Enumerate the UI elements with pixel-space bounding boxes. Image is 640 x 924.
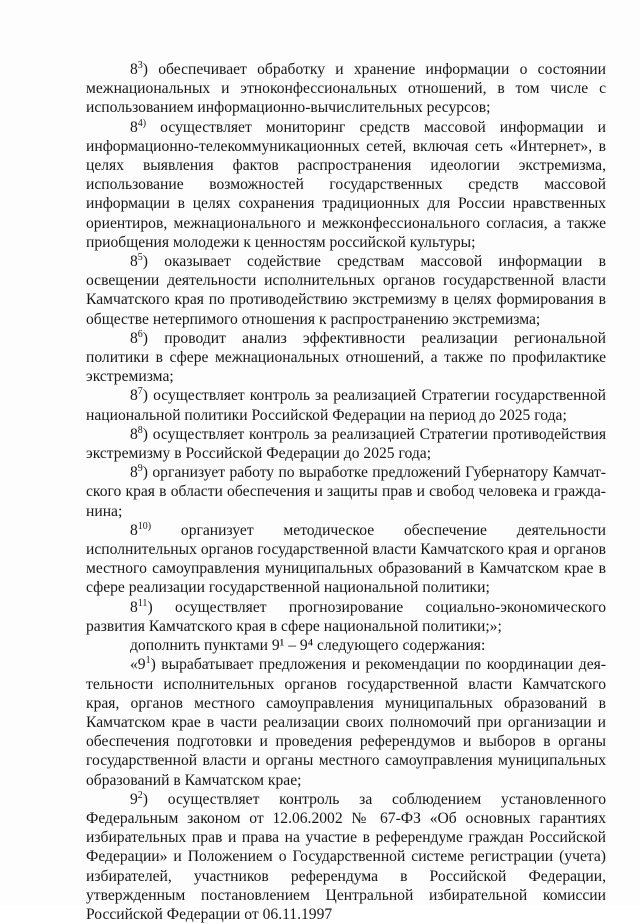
item-number: 8 [130, 253, 138, 271]
item-superscript: 9 [137, 463, 143, 475]
item-bracket: ) [142, 464, 148, 482]
item-number: 8 [130, 61, 138, 78]
item-bracket: ) [150, 656, 156, 674]
paragraph [86, 521, 606, 598]
item-superscript: 8 [137, 424, 143, 436]
paragraph-text: организует методическое обеспечение деятельности исполнительных органов государственной власти Камчатского края и органов местного самоуправления муниципальных образований в Камчатском крае в сфере реализации государственной национальной политики; [86, 521, 606, 597]
item-open-quote: « [130, 656, 138, 674]
item-bracket: ) [147, 598, 153, 616]
paragraph [86, 598, 606, 636]
paragraph [86, 790, 606, 924]
item-superscript: 7 [137, 386, 143, 398]
paragraph [86, 463, 606, 521]
paragraph [86, 118, 606, 252]
item-bracket: ) [142, 387, 148, 405]
document-body [86, 60, 606, 924]
paragraph [86, 636, 606, 655]
paragraph-text: осуществляет контроль за соблюдением установленного Федеральным законом от 12.06.2002 № 67-ФЗ «Об основных гарантиях избирательных прав и права на участие в референдуме граждан Российской Федерации» и Положением о Государственной системе регистрации (учета) избирателей, участников референдума в Российской Федерации, утвержденным постановлением Центральной избирательной комиссии Российской Федерации от 06.11.1997 [86, 790, 606, 923]
paragraph [86, 655, 606, 789]
item-number: 8 [130, 521, 138, 539]
item-superscript: 6 [137, 328, 143, 340]
paragraph-text: вырабатывает предложения и рекомендации по координации деятельности исполнительных органов государственной власти Камчатского края, органов местного самоуправления муниципальных образований в Камчатском крае в части реализации своих полномочий при организации и обеспечения подготовки и проведения референдумов и выборов в органы государственной власти и органы местного самоуправления муниципальных образований в Камчатском крае; [86, 656, 606, 789]
item-superscript: 10) [137, 520, 152, 532]
item-superscript: 2 [137, 789, 143, 801]
paragraph-text: осуществляет прогнозирование социально-экономического развития Камчатского края в сфере национальной политики;»; [86, 598, 606, 635]
item-number: 8 [130, 598, 138, 616]
paragraph-text: осуществляет мониторинг средств массовой информации и информационно-телекоммуникационных сетей, включая сеть «Интернет», в целях выявления фактов распространения идеологии экстремизма, использование возможностей государственных средств массовой информации в целях сохранения традиционных для России нравственных ориентиров, межнационального и межконфессионального согласия, а также приобщения молодежи к ценностям российской культуры; [86, 118, 606, 251]
item-number: 8 [130, 118, 138, 136]
item-bracket: ) [142, 425, 148, 443]
paragraph-text: проводит анализ эффективности реализации региональной политики в сфере межнациональных отношений, а также по профилактике экстремизма; [86, 329, 606, 386]
item-superscript: 3 [137, 60, 143, 71]
item-superscript: 11 [137, 597, 148, 609]
paragraph [86, 252, 606, 329]
paragraph [86, 425, 606, 463]
item-superscript: 4) [137, 117, 147, 129]
item-number: 8 [130, 329, 138, 347]
item-superscript: 5 [137, 252, 143, 264]
paragraph-text: осуществляет контроль за реализацией Стратегии противодействия экстремизму в Российской Федерации до 2025 года; [86, 425, 606, 463]
item-number: 8 [130, 425, 138, 443]
item-bracket: ) [142, 61, 148, 78]
item-bracket: ) [142, 329, 148, 347]
paragraph [86, 60, 606, 118]
item-superscript: 1 [145, 655, 151, 667]
paragraph-text: осуществляет контроль за реализацией Стратегии государственной национальной политики Российской Федерации на период до 2025 года; [86, 387, 606, 424]
paragraph [86, 386, 606, 424]
item-number: 9 [130, 790, 138, 808]
paragraph [86, 329, 606, 387]
paragraph-text: организует работу по выработке предложений Губернатору Камчатского края в области обеспечения и защиты прав и свобод человека и гражданина; [86, 464, 606, 520]
paragraph-text: оказывает содействие средствам массовой информации в освещении деятельности исполнительных органов государственной власти Камчатского края по противодействию экстремизму в целях формирования в обществе нетерпимого отношения к распространению экстремизма; [86, 253, 606, 328]
item-number: 8 [130, 387, 138, 405]
item-bracket: ) [142, 253, 148, 271]
item-bracket: ) [142, 790, 148, 808]
item-number: 8 [130, 464, 138, 482]
paragraph-text: обеспечивает обработку и хранение информации о состоянии межнациональных и этноконфессиональных отношений, в том числе с использованием информационно-вычислительных ресурсов; [86, 61, 606, 117]
paragraph-text: дополнить пунктами 9¹ – 9⁴ следующего содержания: [130, 637, 486, 655]
item-number: 9 [137, 656, 146, 674]
